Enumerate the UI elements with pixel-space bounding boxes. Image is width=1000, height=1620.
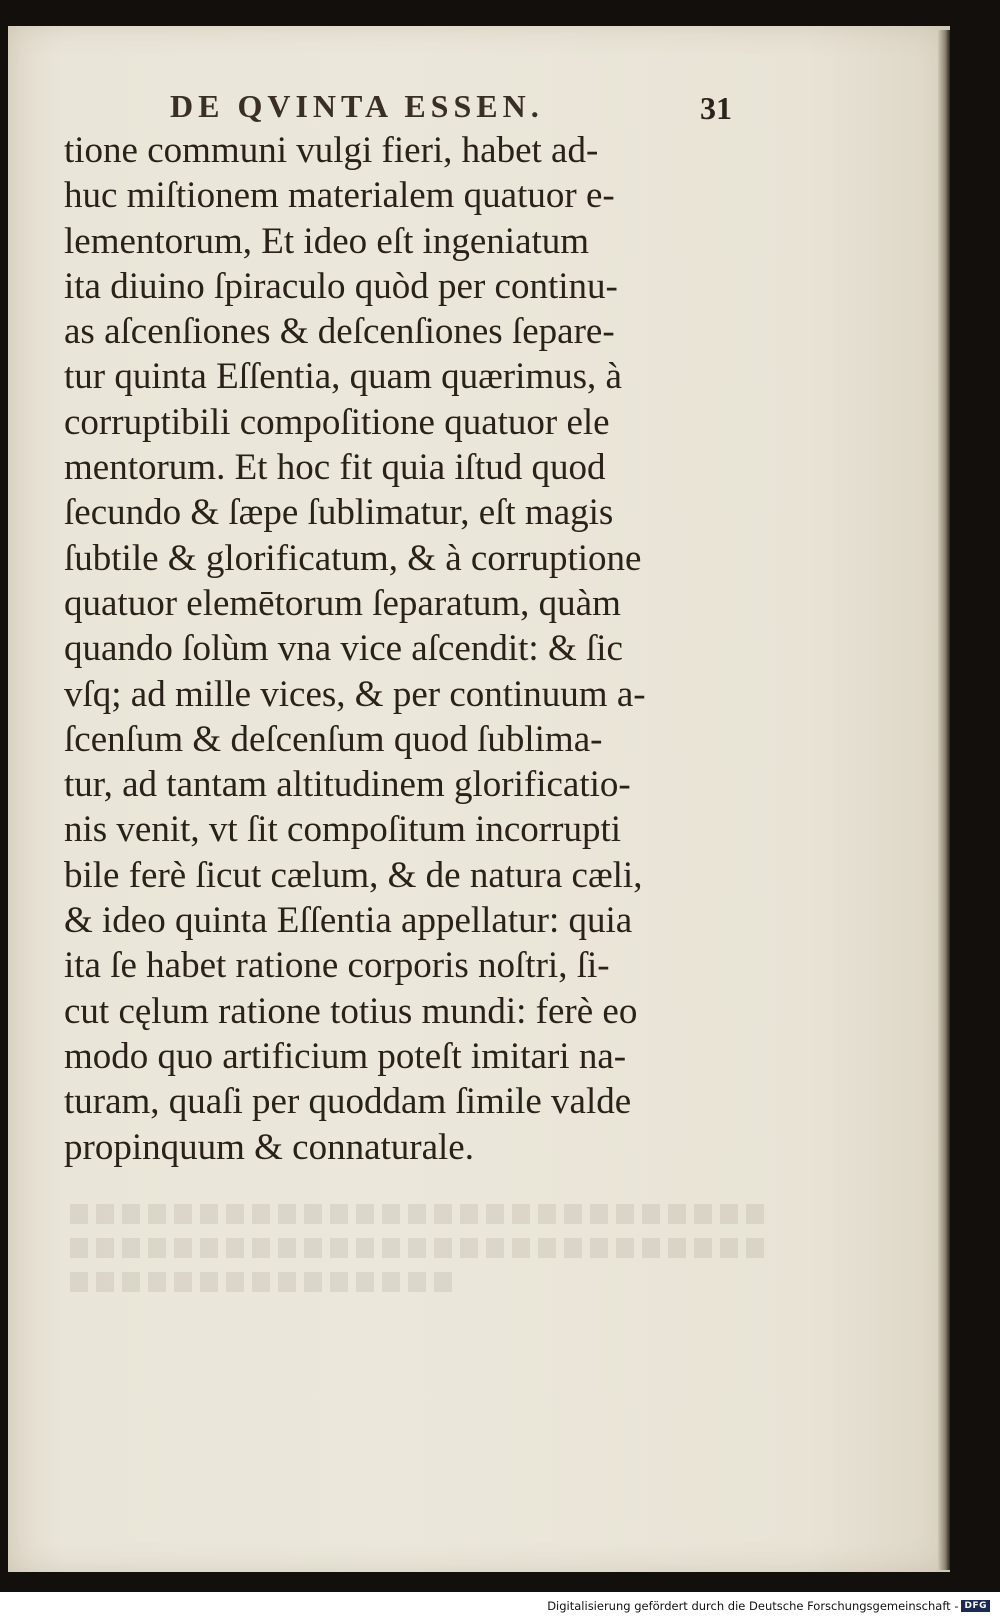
text-line: tur, ad tantam altitudinem glorificatio-	[64, 764, 631, 806]
text-line: turam, quaſi per quoddam ſimile valde	[64, 1081, 632, 1123]
show-through-line	[70, 1272, 455, 1292]
text-line: as aſcenſiones & deſcenſiones ſepare-	[64, 311, 615, 353]
text-line: propinquum & connaturale.	[64, 1126, 474, 1168]
show-through-line	[70, 1238, 770, 1258]
text-line: quando ſolùm vna vice aſcendit: & ſic	[64, 628, 623, 670]
text-block	[64, 128, 754, 1170]
text-line: lementorum, Et ideo eſt ingeniatum	[64, 220, 590, 262]
text-line: ita ſe habet ratione corporis noſtri, ſi-	[64, 945, 610, 987]
text-line: & ideo quinta Eſſentia appellatur: quia	[64, 900, 633, 942]
credit-text: Digitalisierung gefördert durch die Deutsche Forschungsgemeinschaft -	[547, 1599, 959, 1613]
show-through-line	[70, 1204, 770, 1224]
text-line: ſubtile & glorificatum, & à corruptione	[64, 537, 642, 579]
text-line: quatuor elemētorum ſeparatum, quàm	[64, 582, 621, 624]
text-line: cut cęlum ratione totius mundi: ferè eo	[64, 990, 638, 1032]
page-number: 31	[700, 90, 732, 126]
text-line: tione communi vulgi fieri, habet ad-	[64, 130, 599, 171]
text-line: corruptibili compoſitione quatuor ele	[64, 401, 610, 443]
digitization-credit	[547, 1597, 990, 1615]
text-line: bile ferè ſicut cælum, & de natura cæli,	[64, 854, 643, 896]
page-edge	[938, 30, 950, 1570]
text-line: vſq; ad mille vices, & per continuum a-	[64, 673, 646, 715]
text-line: tur quinta Eſſentia, quam quærimus, à	[64, 356, 622, 398]
text-line: ſecundo & ſæpe ſublimatur, eſt magis	[64, 492, 614, 534]
text-line: ſcenſum & deſcenſum quod ſublima-	[64, 718, 603, 760]
show-through-from-reverse	[70, 1190, 770, 1360]
text-line: nis venit, vt ſit compoſitum incorrupti	[64, 809, 622, 851]
text-line: ita diuino ſpiraculo quòd per continu-	[64, 265, 618, 307]
text-line: mentorum. Et hoc fit quia iſtud quod	[64, 447, 606, 489]
running-head: DE QVINTA ESSEN.	[170, 88, 544, 124]
text-line: huc miſtionem materialem quatuor e-	[64, 175, 615, 217]
text-line: modo quo artificium poteſt imitari na-	[64, 1035, 627, 1077]
dfg-logo-icon: DFG	[961, 1600, 990, 1612]
